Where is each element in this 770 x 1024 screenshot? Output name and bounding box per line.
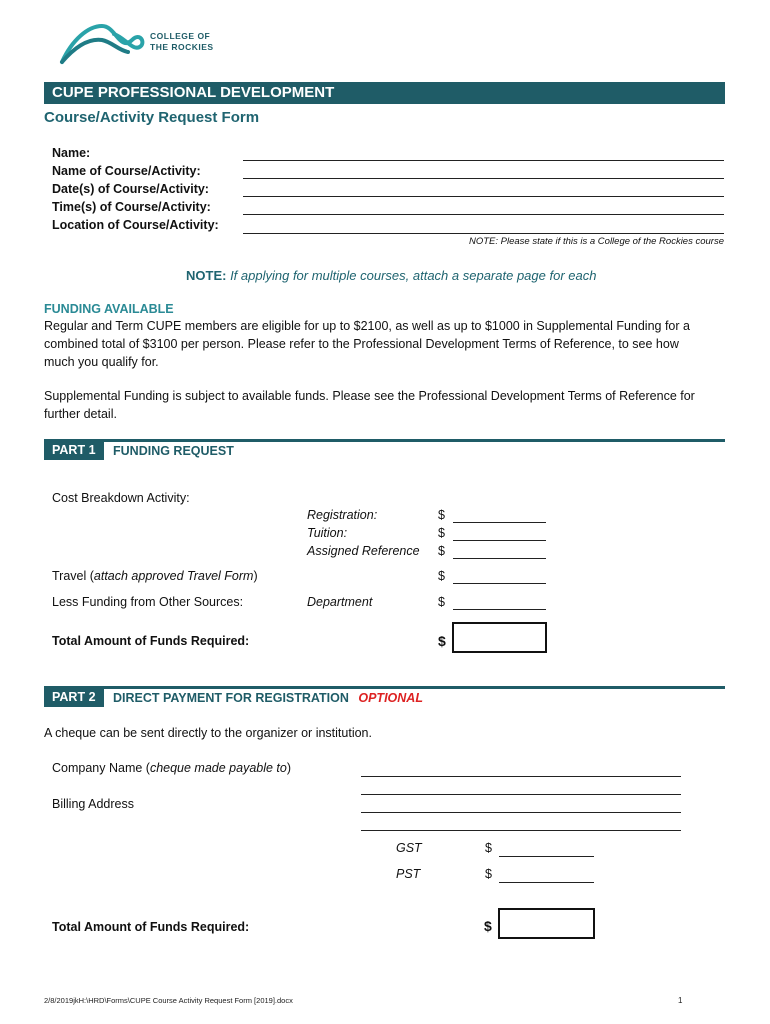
mountain-logo-icon [58, 18, 148, 68]
company-text: Company Name ( [52, 761, 150, 775]
travel-text: Travel ( [52, 569, 94, 583]
part2-total-field[interactable] [498, 908, 595, 939]
company-name-label [52, 761, 291, 776]
registration-currency: $ [438, 508, 445, 522]
tuition-currency: $ [438, 526, 445, 540]
funding-p1-line2: combined total of $3100 per person. Please refer to the Professional Development Terms of Reference, to see how [44, 337, 679, 351]
pst-label: PST [396, 867, 421, 881]
travel-label [52, 569, 258, 584]
part2-total-label: Total Amount of Funds Required: [52, 920, 250, 934]
note-text: If applying for multiple courses, attach a separate page for each [226, 268, 597, 283]
funding-p2-line2: further detail. [44, 407, 117, 421]
part2-title [113, 691, 423, 706]
dates-label: Date(s) of Course/Activity: [52, 182, 209, 196]
name-field[interactable] [243, 160, 724, 161]
page-number: 1 [678, 996, 683, 1005]
billing-address-field-2[interactable] [361, 812, 681, 813]
gst-currency: $ [485, 841, 492, 855]
part2-label: PART 2 [44, 688, 104, 707]
times-field[interactable] [243, 214, 724, 215]
logo-text-line2: THE ROCKIES [150, 42, 214, 52]
travel-close: ) [253, 569, 258, 583]
form-title: CUPE PROFESSIONAL DEVELOPMENT [52, 84, 335, 101]
gst-label: GST [396, 841, 422, 855]
gst-amount-field[interactable] [499, 856, 594, 857]
course-field[interactable] [243, 178, 724, 179]
travel-currency: $ [438, 569, 445, 583]
form-subtitle: Course/Activity Request Form [44, 109, 260, 126]
optional-tag: OPTIONAL [358, 691, 423, 705]
travel-italic: attach approved Travel Form [93, 569, 254, 583]
cheque-note: A cheque can be sent directly to the organizer or institution. [44, 726, 372, 740]
less-funding-amount-field[interactable] [453, 609, 546, 610]
assigned-amount-field[interactable] [453, 558, 546, 559]
cost-breakdown-label: Cost Breakdown Activity: [52, 491, 190, 505]
location-note: NOTE: Please state if this is a College of the Rockies course [468, 236, 724, 247]
part1-label: PART 1 [44, 441, 104, 460]
funding-p1-line3: much you qualify for. [44, 355, 159, 369]
part2-total-currency: $ [484, 918, 492, 934]
tuition-label: Tuition: [307, 526, 348, 540]
less-funding-currency: $ [438, 595, 445, 609]
department-label: Department [307, 595, 373, 609]
part2-rule [44, 686, 725, 689]
funding-p2-line1: Supplemental Funding is subject to available funds. Please see the Professional Development Terms of Reference for [44, 389, 695, 403]
travel-amount-field[interactable] [453, 583, 546, 584]
billing-address-field-3[interactable] [361, 830, 681, 831]
part1-total-currency: $ [438, 633, 446, 649]
part1-total-label: Total Amount of Funds Required: [52, 634, 250, 648]
part1-rule [44, 439, 725, 442]
company-name-field[interactable] [361, 776, 681, 777]
billing-address-label: Billing Address [52, 797, 134, 811]
part1-title: FUNDING REQUEST [113, 444, 234, 458]
company-italic: cheque made payable to [149, 761, 287, 775]
part1-total-field[interactable] [452, 622, 547, 653]
note-bold: NOTE: [186, 268, 227, 283]
multiple-courses-note [186, 268, 596, 283]
times-label: Time(s) of Course/Activity: [52, 200, 211, 214]
assigned-currency: $ [438, 544, 445, 558]
course-label: Name of Course/Activity: [52, 164, 201, 178]
registration-label: Registration: [307, 508, 378, 522]
college-logo [58, 18, 218, 68]
billing-address-field-1[interactable] [361, 794, 681, 795]
name-label: Name: [52, 146, 91, 160]
assigned-reference-label: Assigned Reference [307, 544, 420, 558]
logo-text-line1: COLLEGE OF [150, 31, 211, 41]
form-title-bar [44, 82, 725, 104]
location-label: Location of Course/Activity: [52, 218, 219, 232]
tuition-amount-field[interactable] [453, 540, 546, 541]
footer-path: 2/8/2019jkH:\HRD\Forms\CUPE Course Activity Request Form [2019].docx [44, 996, 293, 1005]
company-close: ) [286, 761, 292, 775]
registration-amount-field[interactable] [453, 522, 546, 523]
less-funding-label: Less Funding from Other Sources: [52, 595, 244, 609]
pst-amount-field[interactable] [499, 882, 594, 883]
funding-heading: FUNDING AVAILABLE [44, 302, 174, 316]
location-field[interactable] [243, 233, 724, 234]
pst-currency: $ [485, 867, 492, 881]
funding-p1-line1: Regular and Term CUPE members are eligible for up to $2100, as well as up to $1000 in Supplemental Funding for a [44, 319, 690, 333]
part2-title-text: DIRECT PAYMENT FOR REGISTRATION [113, 691, 349, 705]
dates-field[interactable] [243, 196, 724, 197]
